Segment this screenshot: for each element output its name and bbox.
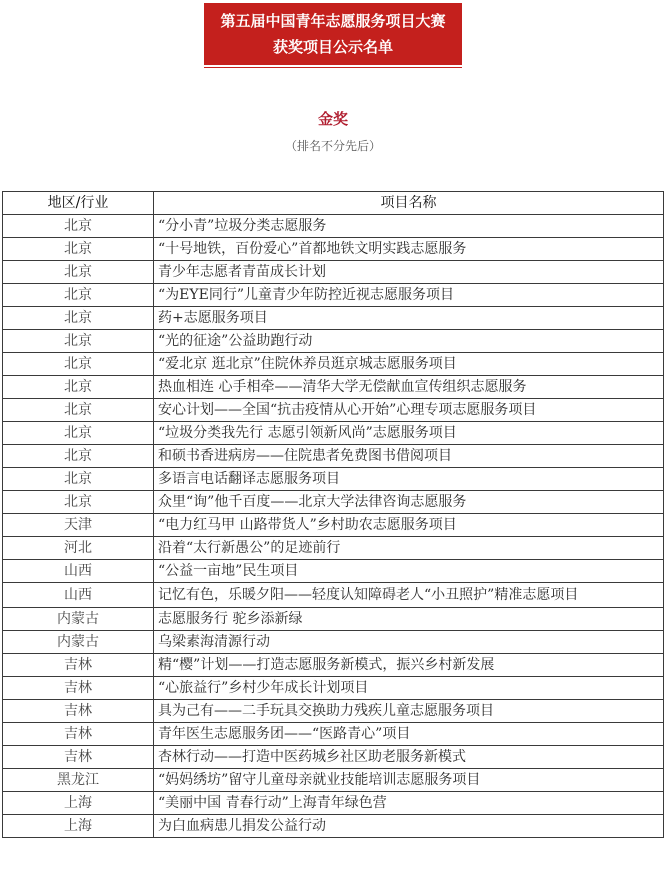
table-row xyxy=(3,677,664,700)
region-cell: 吉林 xyxy=(3,723,154,746)
table-row xyxy=(3,284,664,307)
region-cell: 吉林 xyxy=(3,654,154,677)
project-name-cell: 青年医生志愿服务团——“医路青心”项目 xyxy=(154,723,664,746)
region-cell: 北京 xyxy=(3,215,154,238)
table-row xyxy=(3,608,664,631)
title-banner xyxy=(204,3,462,65)
region-cell: 吉林 xyxy=(3,700,154,723)
table-row xyxy=(3,215,664,238)
project-name-cell: 具为己有——二手玩具交换助力残疾儿童志愿服务项目 xyxy=(154,700,664,723)
region-cell: 天津 xyxy=(3,514,154,537)
table-row xyxy=(3,238,664,261)
project-name-cell: 杏林行动——打造中医药城乡社区助老服务新模式 xyxy=(154,746,664,769)
banner-underline xyxy=(204,67,462,68)
region-cell: 吉林 xyxy=(3,746,154,769)
region-cell: 北京 xyxy=(3,284,154,307)
region-cell: 内蒙古 xyxy=(3,631,154,654)
table-row xyxy=(3,261,664,284)
table-row xyxy=(3,537,664,560)
region-cell: 北京 xyxy=(3,353,154,376)
region-cell: 山西 xyxy=(3,583,154,608)
project-name-cell: “公益一亩地”民生项目 xyxy=(154,560,664,583)
region-cell: 北京 xyxy=(3,261,154,284)
table-row xyxy=(3,376,664,399)
project-name-cell: 众里“询”他千百度——北京大学法律咨询志愿服务 xyxy=(154,491,664,514)
region-cell: 北京 xyxy=(3,238,154,261)
region-cell: 北京 xyxy=(3,330,154,353)
project-name-cell: “分小青”垃圾分类志愿服务 xyxy=(154,215,664,238)
table-row xyxy=(3,330,664,353)
table-row xyxy=(3,353,664,376)
project-name-cell: 安心计划——全国“抗击疫情从心开始”心理专项志愿服务项目 xyxy=(154,399,664,422)
project-name-cell: 乌梁素海清源行动 xyxy=(154,631,664,654)
table-row xyxy=(3,792,664,815)
table-row xyxy=(3,631,664,654)
region-cell: 吉林 xyxy=(3,677,154,700)
project-name-cell: “光的征途”公益助跑行动 xyxy=(154,330,664,353)
project-name-cell: “心旅益行”乡村少年成长计划项目 xyxy=(154,677,664,700)
region-cell: 黑龙江 xyxy=(3,769,154,792)
region-cell: 山西 xyxy=(3,560,154,583)
table-row xyxy=(3,700,664,723)
table-row xyxy=(3,769,664,792)
region-cell: 北京 xyxy=(3,468,154,491)
project-name-cell: “美丽中国 青春行动”上海青年绿色营 xyxy=(154,792,664,815)
region-cell: 北京 xyxy=(3,307,154,330)
table-row xyxy=(3,723,664,746)
region-cell: 河北 xyxy=(3,537,154,560)
banner-subtitle: 获奖项目公示名单 xyxy=(272,38,393,56)
region-cell: 北京 xyxy=(3,422,154,445)
table-row xyxy=(3,514,664,537)
project-name-cell: “十号地铁，百份爱心”首都地铁文明实践志愿服务 xyxy=(154,238,664,261)
region-cell: 上海 xyxy=(3,792,154,815)
awards-table xyxy=(2,191,664,838)
region-cell: 内蒙古 xyxy=(3,608,154,631)
table-row xyxy=(3,307,664,330)
award-note: （排名不分先后） xyxy=(284,139,381,153)
project-name-cell: 青少年志愿者青苗成长计划 xyxy=(154,261,664,284)
region-cell: 北京 xyxy=(3,491,154,514)
table-body xyxy=(3,215,664,838)
region-cell: 北京 xyxy=(3,376,154,399)
project-name-cell: “爱北京 逛北京”住院休养员逛京城志愿服务项目 xyxy=(154,353,664,376)
region-cell: 北京 xyxy=(3,399,154,422)
table-row xyxy=(3,445,664,468)
header-project-name: 项目名称 xyxy=(154,192,664,215)
table-row xyxy=(3,746,664,769)
project-name-cell: 记忆有色，乐暖夕阳——轻度认知障碍老人“小丑照护”精准志愿项目 xyxy=(154,583,664,608)
project-name-cell: 药+志愿服务项目 xyxy=(154,307,664,330)
project-name-cell: 沿着“太行新愚公”的足迹前行 xyxy=(154,537,664,560)
project-name-cell: 热血相连 心手相牵——清华大学无偿献血宣传组织志愿服务 xyxy=(154,376,664,399)
banner-title: 第五届中国青年志愿服务项目大赛 xyxy=(220,12,446,30)
table-row xyxy=(3,399,664,422)
project-name-cell: 志愿服务行 驼乡添新绿 xyxy=(154,608,664,631)
table-row xyxy=(3,491,664,514)
table-row xyxy=(3,654,664,677)
table-row xyxy=(3,815,664,838)
project-name-cell: “电力红马甲 山路带货人”乡村助农志愿服务项目 xyxy=(154,514,664,537)
table-row xyxy=(3,560,664,583)
project-name-cell: 多语言电话翻译志愿服务项目 xyxy=(154,468,664,491)
project-name-cell: 精“樱”计划——打造志愿服务新模式，振兴乡村新发展 xyxy=(154,654,664,677)
project-name-cell: 为白血病患儿捐发公益行动 xyxy=(154,815,664,838)
region-cell: 北京 xyxy=(3,445,154,468)
table-row xyxy=(3,583,664,608)
table-row xyxy=(3,422,664,445)
table-row xyxy=(3,468,664,491)
project-name-cell: “垃圾分类我先行 志愿引领新风尚”志愿服务项目 xyxy=(154,422,664,445)
header-region: 地区/行业 xyxy=(3,192,154,215)
region-cell: 上海 xyxy=(3,815,154,838)
project-name-cell: 和硕书香进病房——住院患者免费图书借阅项目 xyxy=(154,445,664,468)
project-name-cell: “为EYE同行”儿童青少年防控近视志愿服务项目 xyxy=(154,284,664,307)
project-name-cell: “妈妈绣坊”留守儿童母亲就业技能培训志愿服务项目 xyxy=(154,769,664,792)
table-header-row xyxy=(3,192,664,215)
award-title: 金奖 xyxy=(317,110,348,128)
